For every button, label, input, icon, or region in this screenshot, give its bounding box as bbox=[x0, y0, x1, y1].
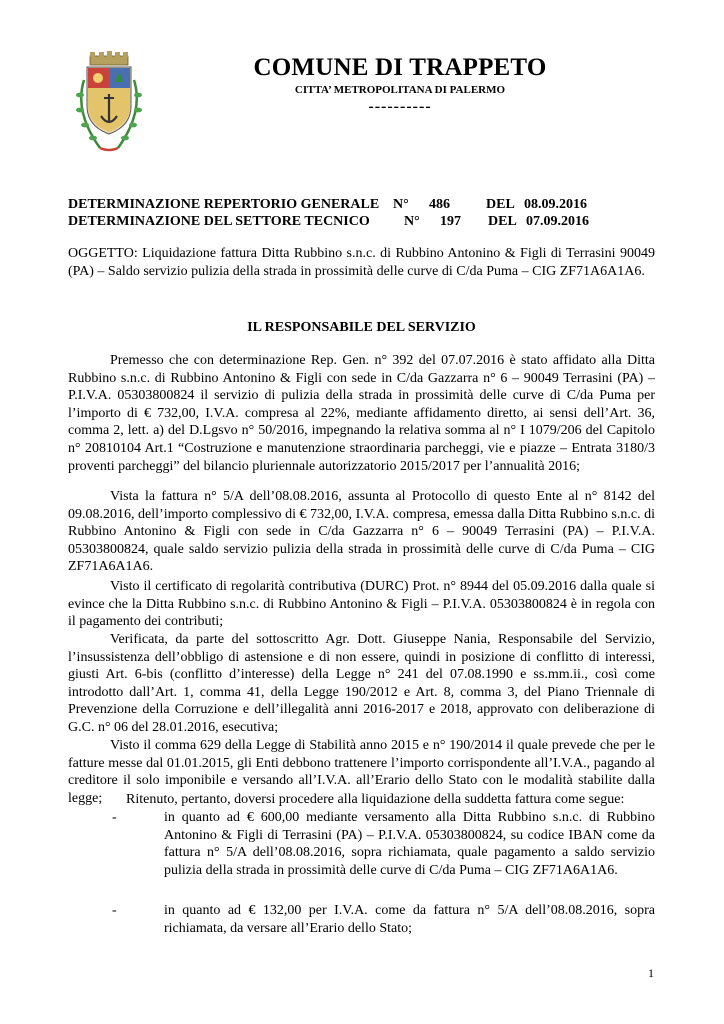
bullet-marker: - bbox=[112, 810, 117, 825]
body-paragraph: Visto il comma 629 della Legge di Stabilità anno 2015 e n° 190/2014 il quale prevede che per le fatture messe dal 01.01.2015, gli Enti debbono trattenere l’importo corrispondente all’I.V.A., pagando al creditore il solo imponibile e versando all’I.V.A. all’Erario dello Stato con le modalità stabilite dalla legge; bbox=[68, 738, 655, 806]
determination-number: 197 bbox=[440, 214, 461, 229]
municipality-subtitle: CITTA’ METROPOLITANA DI PALERMO bbox=[294, 84, 506, 96]
page-number: 1 bbox=[648, 966, 654, 980]
list-item: in quanto ad € 600,00 mediante versamento alla Ditta Rubbino s.n.c. di Rubbino Antonino & Figli di Terrasini (PA) – P.I.V.A. 05303800824, su codice IBAN come da fattura n° 5/A dell’08.08.2016, sopra richiamata, quale pagamento a saldo servizio pulizia della strada in prossimità delle curve di C/da Puma – CIG ZF71A6A1A6. bbox=[164, 810, 655, 878]
determination-date: 08.09.2016 bbox=[524, 197, 587, 212]
body-paragraph: Vista la fattura n° 5/A dell’08.08.2016, assunta al Protocollo di questo Ente al n° 8142 del 09.08.2016, dell’importo complessivo di € 732,00, I.V.A. compresa, emessa dalla Ditta Rubbino s.n.c. di Rubbino Antonino & Figli con sede in C/da Gazzarra n° 6 – 90049 Terrasini (PA) – P.I.V.A. 05303800824, quale saldo servizio pulizia della strada in prossimità delle curve di C/da Puma – CIG ZF71A6A1A6. bbox=[68, 489, 655, 575]
body-paragraph: Visto il certificato di regolarità contributiva (DURC) Prot. n° 8944 del 05.09.2016 dalla quale si evince che la Ditta Rubbino s.n.c. di Rubbino Antonino & Figli – P.I.V.A. 05303800824 è in regola con il pagamento dei contributi; bbox=[68, 579, 655, 630]
date-label: DEL bbox=[488, 214, 517, 229]
determination-number: 486 bbox=[429, 197, 450, 212]
list-item: in quanto ad € 132,00 per I.V.A. come da fattura n° 5/A dell’08.08.2016, sopra richiamata, da versare all’Erario dello Stato; bbox=[164, 903, 655, 936]
municipal-crest-icon bbox=[70, 50, 148, 160]
number-label: N° bbox=[404, 214, 420, 229]
determination-label: DETERMINAZIONE DEL SETTORE TECNICO bbox=[68, 214, 370, 229]
date-label: DEL bbox=[486, 197, 515, 212]
municipality-title: COMUNE DI TRAPPETO bbox=[253, 54, 547, 81]
body-paragraph: Ritenuto, pertanto, doversi procedere alla liquidazione della suddetta fattura come segue: bbox=[126, 792, 625, 807]
bullet-marker: - bbox=[112, 903, 117, 918]
section-title: IL RESPONSABILE DEL SERVIZIO bbox=[247, 320, 476, 335]
subject-paragraph: OGGETTO: Liquidazione fattura Ditta Rubbino s.n.c. di Rubbino Antonino & Figli di Terrasini 90049 (PA) – Saldo servizio pulizia della strada in prossimità delle curve di C/da Puma – CIG ZF71A6A1A6. bbox=[68, 246, 655, 279]
determination-date: 07.09.2016 bbox=[526, 214, 589, 229]
body-paragraph: Premesso che con determinazione Rep. Gen. n° 392 del 07.07.2016 è stato affidato alla Ditta Rubbino s.n.c. di Rubbino Antonino & Figli con sede in C/da Gazzarra n° 6 – 90049 Terrasini (PA) – P.I.V.A. 05303800824 il servizio di pulizia della strada in prossimità delle curve di C/da Puma per l’importo di € 732,00, I.V.A. compresa al 22%, mediante affidamento diretto, ai sensi dell’Art. 36, comma 2, lett. a) del D.Lgsvo n° 50/2016, impegnando la relativa somma al n° I 1079/206 del Capitolo n° 20810104 Art.1 “Costruzione e manutenzione straordinaria parcheggi, vie e piazze – Entrata 3180/3 proventi parcheggi” del bilancio pluriennale autorizzatorio 2015/2017 per l’annualità 2016; bbox=[68, 353, 655, 474]
number-label: N° bbox=[393, 197, 409, 212]
body-paragraph: Verificata, da parte del sottoscritto Agr. Dott. Giuseppe Nania, Responsabile del Servizio, l’insussistenza dell’obbligo di astensione e di non essere, quindi in posizione di conflitto di interessi, giusti Art. 6-bis (conflitto d’interesse) della Legge n° 241 del 07.08.1990 e ss.mm.ii., così come introdotto dall’Art. 1, comma 41, della Legge 190/2012 e Art. 8, comma 3, del Piano Triennale di Prevenzione della Corruzione e dell’illegalità anni 2016-2017 e 2018, approvato con deliberazione di G.C. n° 06 del 28.01.2016, esecutiva; bbox=[68, 632, 655, 735]
header-separator: ---------- bbox=[368, 98, 432, 115]
determination-label: DETERMINAZIONE REPERTORIO GENERALE bbox=[68, 197, 380, 212]
header bbox=[200, 54, 600, 115]
